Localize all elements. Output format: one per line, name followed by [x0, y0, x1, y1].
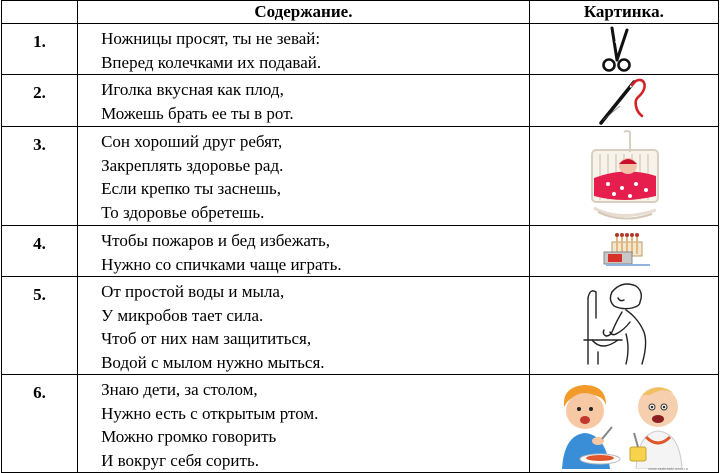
row-picture — [529, 375, 718, 473]
washing-hands-icon — [582, 278, 668, 368]
verse-line: Нужно со спичками чаще играть. — [101, 254, 342, 274]
row-number: 6. — [2, 375, 78, 473]
header-content: Содержание. — [78, 1, 530, 24]
row-picture — [529, 226, 718, 277]
row-picture — [529, 277, 718, 375]
table-row — [2, 375, 719, 473]
row-number: 3. — [2, 127, 78, 226]
row-picture — [529, 127, 718, 226]
verse-line: Ножницы просят, ты не зевай: — [101, 29, 321, 48]
verse-line: Сон хороший друг ребят, — [101, 132, 283, 151]
row-number: 4. — [2, 226, 78, 277]
header-row — [2, 1, 719, 24]
row-picture — [529, 75, 718, 127]
table-row — [2, 277, 719, 375]
verse-line: Нужно есть с открытым ртом. — [101, 403, 319, 423]
row-number: 2. — [2, 75, 78, 127]
verse-line: Можешь брать ее ты в рот. — [101, 103, 294, 123]
row-content — [78, 127, 530, 226]
verse-line: Чтоб от них нам защититься, — [101, 329, 312, 348]
children-eating-icon — [554, 377, 694, 469]
verse-line: Знаю дети, за столом, — [101, 380, 258, 399]
verse-line: Вперед колечками их подавай. — [101, 52, 322, 72]
row-content — [78, 75, 530, 127]
verse-line: Закреплять здоровье рад. — [101, 155, 284, 175]
needle-thread-icon — [598, 76, 648, 126]
rules-table — [1, 0, 719, 473]
picture-credit: www.raskraski.ucoz.ru — [648, 466, 688, 471]
cradle-icon — [584, 130, 666, 222]
scissors-icon — [598, 26, 638, 72]
verse-line: Чтобы пожаров и бед избежать, — [101, 231, 330, 250]
table-row — [2, 226, 719, 277]
verse-line: И вокруг себя сорить. — [101, 450, 259, 470]
header-number — [2, 1, 78, 24]
verse-line: Иголка вкусная как плод, — [101, 80, 284, 99]
verse-line: Водой с мылом нужно мыться. — [101, 352, 325, 372]
row-number: 1. — [2, 24, 78, 75]
table-row — [2, 24, 719, 75]
row-content — [78, 226, 530, 277]
row-number: 5. — [2, 277, 78, 375]
verse-line: У микробов тает сила. — [101, 305, 264, 325]
row-content — [78, 277, 530, 375]
header-picture: Картинка. — [529, 1, 718, 24]
verse-line: Если крепко ты заснешь, — [101, 179, 282, 198]
row-content — [78, 375, 530, 473]
table-row — [2, 75, 719, 127]
row-picture — [529, 24, 718, 75]
verse-line: От простой воды и мыла, — [101, 282, 285, 301]
row-content — [78, 24, 530, 75]
table-row — [2, 127, 719, 226]
verse-line: То здоровье обретешь. — [101, 202, 265, 222]
verse-line: Можно громко говорить — [101, 427, 277, 446]
matchbox-icon — [600, 228, 652, 270]
